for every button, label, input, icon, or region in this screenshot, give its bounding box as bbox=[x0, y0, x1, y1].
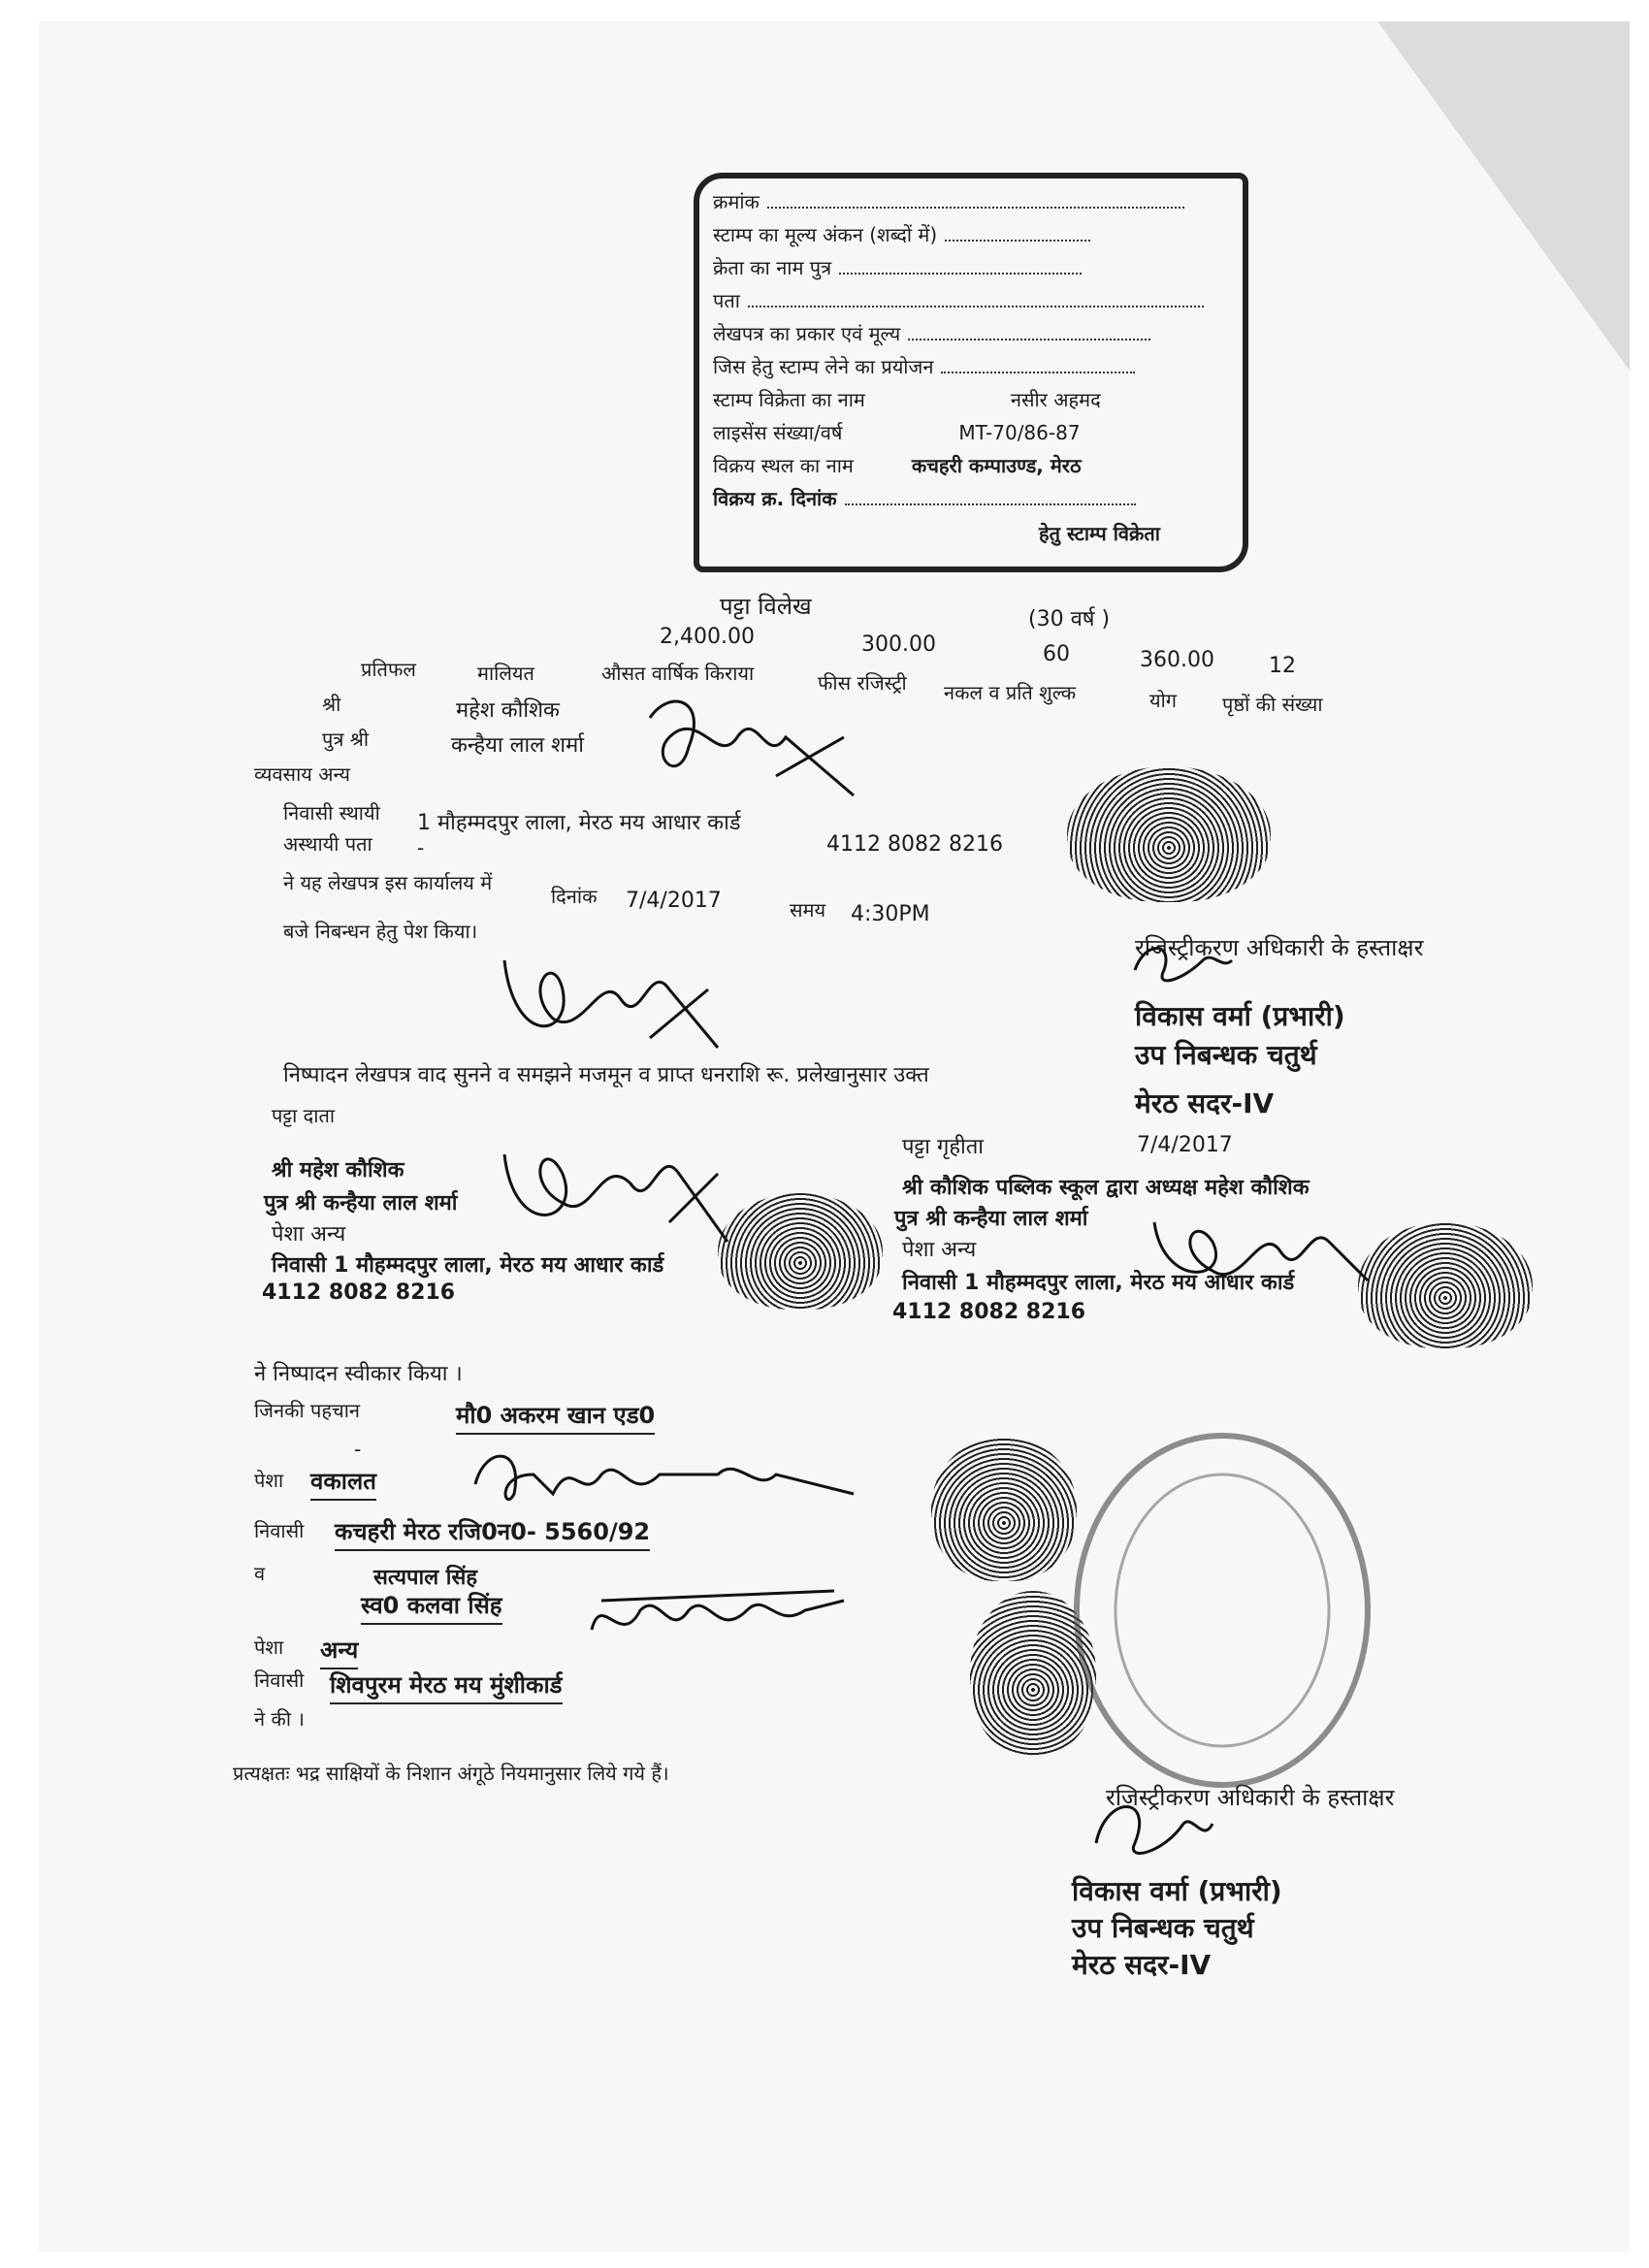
officer-sign-label: रजिस्ट्रीकरण अधिकारी के हस्ताक्षर bbox=[1135, 934, 1424, 961]
lessee-line: पुत्र श्री कन्हैया लाल शर्मा bbox=[894, 1207, 1088, 1231]
fee-value: 360.00 bbox=[1140, 648, 1214, 672]
stamp-row: लेखपत्र का प्रकार एवं मूल्य bbox=[713, 320, 1150, 346]
witness1-address: कचहरी मेरठ रजि0न0- 5560/92 bbox=[335, 1515, 650, 1551]
stamp-row: क्रमांक bbox=[713, 188, 1184, 214]
presenter-address: 1 मौहम्मदपुर लाला, मेरठ मय आधार कार्ड bbox=[417, 811, 741, 835]
presented-date-label: दिनांक bbox=[551, 885, 598, 908]
stamp-footer: हेतु स्टाम्प विक्रेता bbox=[1039, 522, 1160, 545]
document-type: पट्टा विलेख bbox=[720, 593, 812, 620]
resident-label-2: निवासी bbox=[254, 1669, 305, 1692]
witness2-address: शिवपुरम मेरठ मय मुंशीकार्ड bbox=[330, 1669, 563, 1704]
presenter-shri-label: श्री bbox=[322, 693, 341, 716]
witness1-occupation: वकालत bbox=[310, 1465, 376, 1501]
presenter-name: महेश कौशिक bbox=[456, 698, 560, 723]
stamp-row: जिस हेतु स्टाम्प लेने का प्रयोजन bbox=[713, 353, 1135, 379]
lessor-line: पेशा अन्य bbox=[272, 1222, 346, 1247]
lease-term: (30 वर्ष ) bbox=[1028, 607, 1111, 632]
presented-time: 4:30PM bbox=[851, 902, 930, 926]
stamp-row: पता bbox=[713, 287, 1204, 313]
thumb-impression bbox=[931, 1436, 1077, 1581]
occupation-label-2: पेशा bbox=[254, 1636, 284, 1659]
fee-value: 2,400.00 bbox=[660, 625, 755, 649]
lessee-label: पट्टा गृहीता bbox=[902, 1135, 984, 1159]
fee-label: फीस रजिस्ट्री bbox=[818, 671, 907, 695]
fee-value: 12 bbox=[1269, 654, 1296, 678]
witness1-dash: - bbox=[354, 1438, 362, 1461]
witness2-name: सत्यपाल सिंह bbox=[373, 1566, 478, 1590]
officer2-name: विकास वर्मा (प्रभारी) bbox=[1072, 1875, 1282, 1907]
presented-text: ने यह लेखपत्र इस कार्यालय में bbox=[283, 871, 493, 894]
presenter-signature bbox=[630, 679, 863, 815]
presenter-occupation: व्यवसाय अन्य bbox=[254, 762, 350, 786]
resident-label: निवासी bbox=[254, 1519, 305, 1542]
and-label: व bbox=[254, 1562, 266, 1585]
officer-title: उप निबन्धक चतुर्थ bbox=[1135, 1039, 1317, 1071]
presenter-signature-2 bbox=[485, 931, 737, 1057]
lessee-line: श्री कौशिक पब्लिक स्कूल द्वारा अध्यक्ष महेश कौशिक bbox=[902, 1176, 1310, 1200]
thumb-impression bbox=[1067, 766, 1271, 902]
presented-date: 7/4/2017 bbox=[626, 889, 722, 913]
stamp-row: विक्रय स्थल का नाम कचहरी कम्पाउण्ड, मेरठ bbox=[713, 454, 1082, 477]
lessee-signature bbox=[1145, 1193, 1377, 1300]
witness2-father: स्व0 कलवा सिंह bbox=[361, 1589, 502, 1625]
stamp-row: विक्रय क्र. दिनांक bbox=[713, 485, 1136, 511]
presented-text-2: बजे निबन्धन हेतु पेश किया। bbox=[283, 920, 478, 943]
fee-label: मालियत bbox=[477, 662, 534, 685]
officer2-sign-label: रजिस्ट्रीकरण अधिकारी के हस्ताक्षर bbox=[1106, 1784, 1395, 1811]
presenter-aadhaar: 4112 8082 8216 bbox=[826, 832, 1003, 857]
stamp-row: क्रेता का नाम पुत्र bbox=[713, 254, 1082, 280]
lessor-line: पुत्र श्री कन्हैया लाल शर्मा bbox=[264, 1191, 458, 1215]
witness1-name: मौ0 अकरम खान एड0 bbox=[456, 1399, 655, 1435]
lessee-date: 7/4/2017 bbox=[1137, 1133, 1233, 1157]
done-text: ने की । bbox=[254, 1707, 305, 1731]
fee-label: योग bbox=[1149, 689, 1178, 712]
lessor-line: श्री महेश कौशिक bbox=[272, 1158, 404, 1183]
officer-name: विकास वर्मा (प्रभारी) bbox=[1135, 1000, 1345, 1032]
stamp-row: स्टाम्प विक्रेता का नाम नसीर अहमद bbox=[713, 388, 1101, 411]
witness1-signature bbox=[466, 1436, 873, 1523]
fee-label: प्रतिफल bbox=[361, 658, 416, 681]
officer-initials bbox=[1125, 931, 1242, 989]
fee-label: औसत वार्षिक किराया bbox=[601, 662, 755, 685]
presenter-father: कन्हैया लाल शर्मा bbox=[451, 733, 584, 758]
page-fold-corner bbox=[1377, 21, 1630, 371]
execution-accepted: ने निष्पादन स्वीकार किया । bbox=[254, 1362, 463, 1386]
thumb-impression bbox=[1358, 1222, 1533, 1348]
witness2-signature bbox=[582, 1571, 854, 1659]
officer-office: मेरठ सदर-IV bbox=[1135, 1087, 1275, 1119]
officer2-office: मेरठ सदर-IV bbox=[1072, 1949, 1212, 1981]
fee-label: नकल व प्रति शुल्क bbox=[944, 681, 1077, 704]
stamp-row: लाइसेंस संख्या/वर्ष MT-70/86-87 bbox=[713, 421, 1081, 444]
fee-value: 60 bbox=[1043, 642, 1070, 666]
witness2-occupation: अन्य bbox=[320, 1634, 358, 1669]
lessee-line: 4112 8082 8216 bbox=[892, 1300, 1086, 1324]
identified-label: जिनकी पहचान bbox=[254, 1399, 360, 1422]
execution-text: निष्पादन लेखपत्र वाद सुनने व समझने मजमून व प्राप्त धनराशि रू. प्रलेखानुसार उक्त bbox=[283, 1063, 929, 1087]
presenter-permanent-label: निवासी स्थायी bbox=[283, 801, 380, 825]
lessee-line: निवासी 1 मौहम्मदपुर लाला, मेरठ मय आधार कार्ड bbox=[902, 1271, 1295, 1295]
occupation-label: पेशा bbox=[254, 1469, 284, 1492]
fee-label: पृष्ठों की संख्या bbox=[1222, 693, 1323, 716]
stamp-vendor-box bbox=[694, 173, 1248, 572]
thumb-impression bbox=[718, 1193, 883, 1310]
fee-value: 300.00 bbox=[861, 632, 936, 657]
presenter-temp-label: अस्थायी पता bbox=[283, 832, 372, 856]
officer2-title: उप निबन्धक चतुर्थ bbox=[1072, 1912, 1254, 1944]
witness-note: प्रत्यक्षतः भद्र साक्षियों के निशान अंगूठे नियमानुसार लिये गये हैं। bbox=[233, 1762, 669, 1785]
lessor-line: 4112 8082 8216 bbox=[262, 1280, 456, 1305]
presenter-son-of-label: पुत्र श्री bbox=[322, 728, 370, 751]
lessor-label: पट्टा दाता bbox=[272, 1104, 336, 1127]
lessor-line: निवासी 1 मौहम्मदपुर लाला, मेरठ मय आधार कार्ड bbox=[272, 1253, 664, 1278]
stamp-row: स्टाम्प का मूल्य अंकन (शब्दों में) bbox=[713, 221, 1090, 247]
presenter-temp-value: - bbox=[417, 836, 425, 859]
presented-time-label: समय bbox=[790, 898, 826, 922]
lessor-signature bbox=[485, 1116, 737, 1251]
office-seal bbox=[1067, 1426, 1377, 1795]
officer2-initials bbox=[1086, 1785, 1222, 1882]
lessee-line: पेशा अन्य bbox=[902, 1238, 977, 1262]
